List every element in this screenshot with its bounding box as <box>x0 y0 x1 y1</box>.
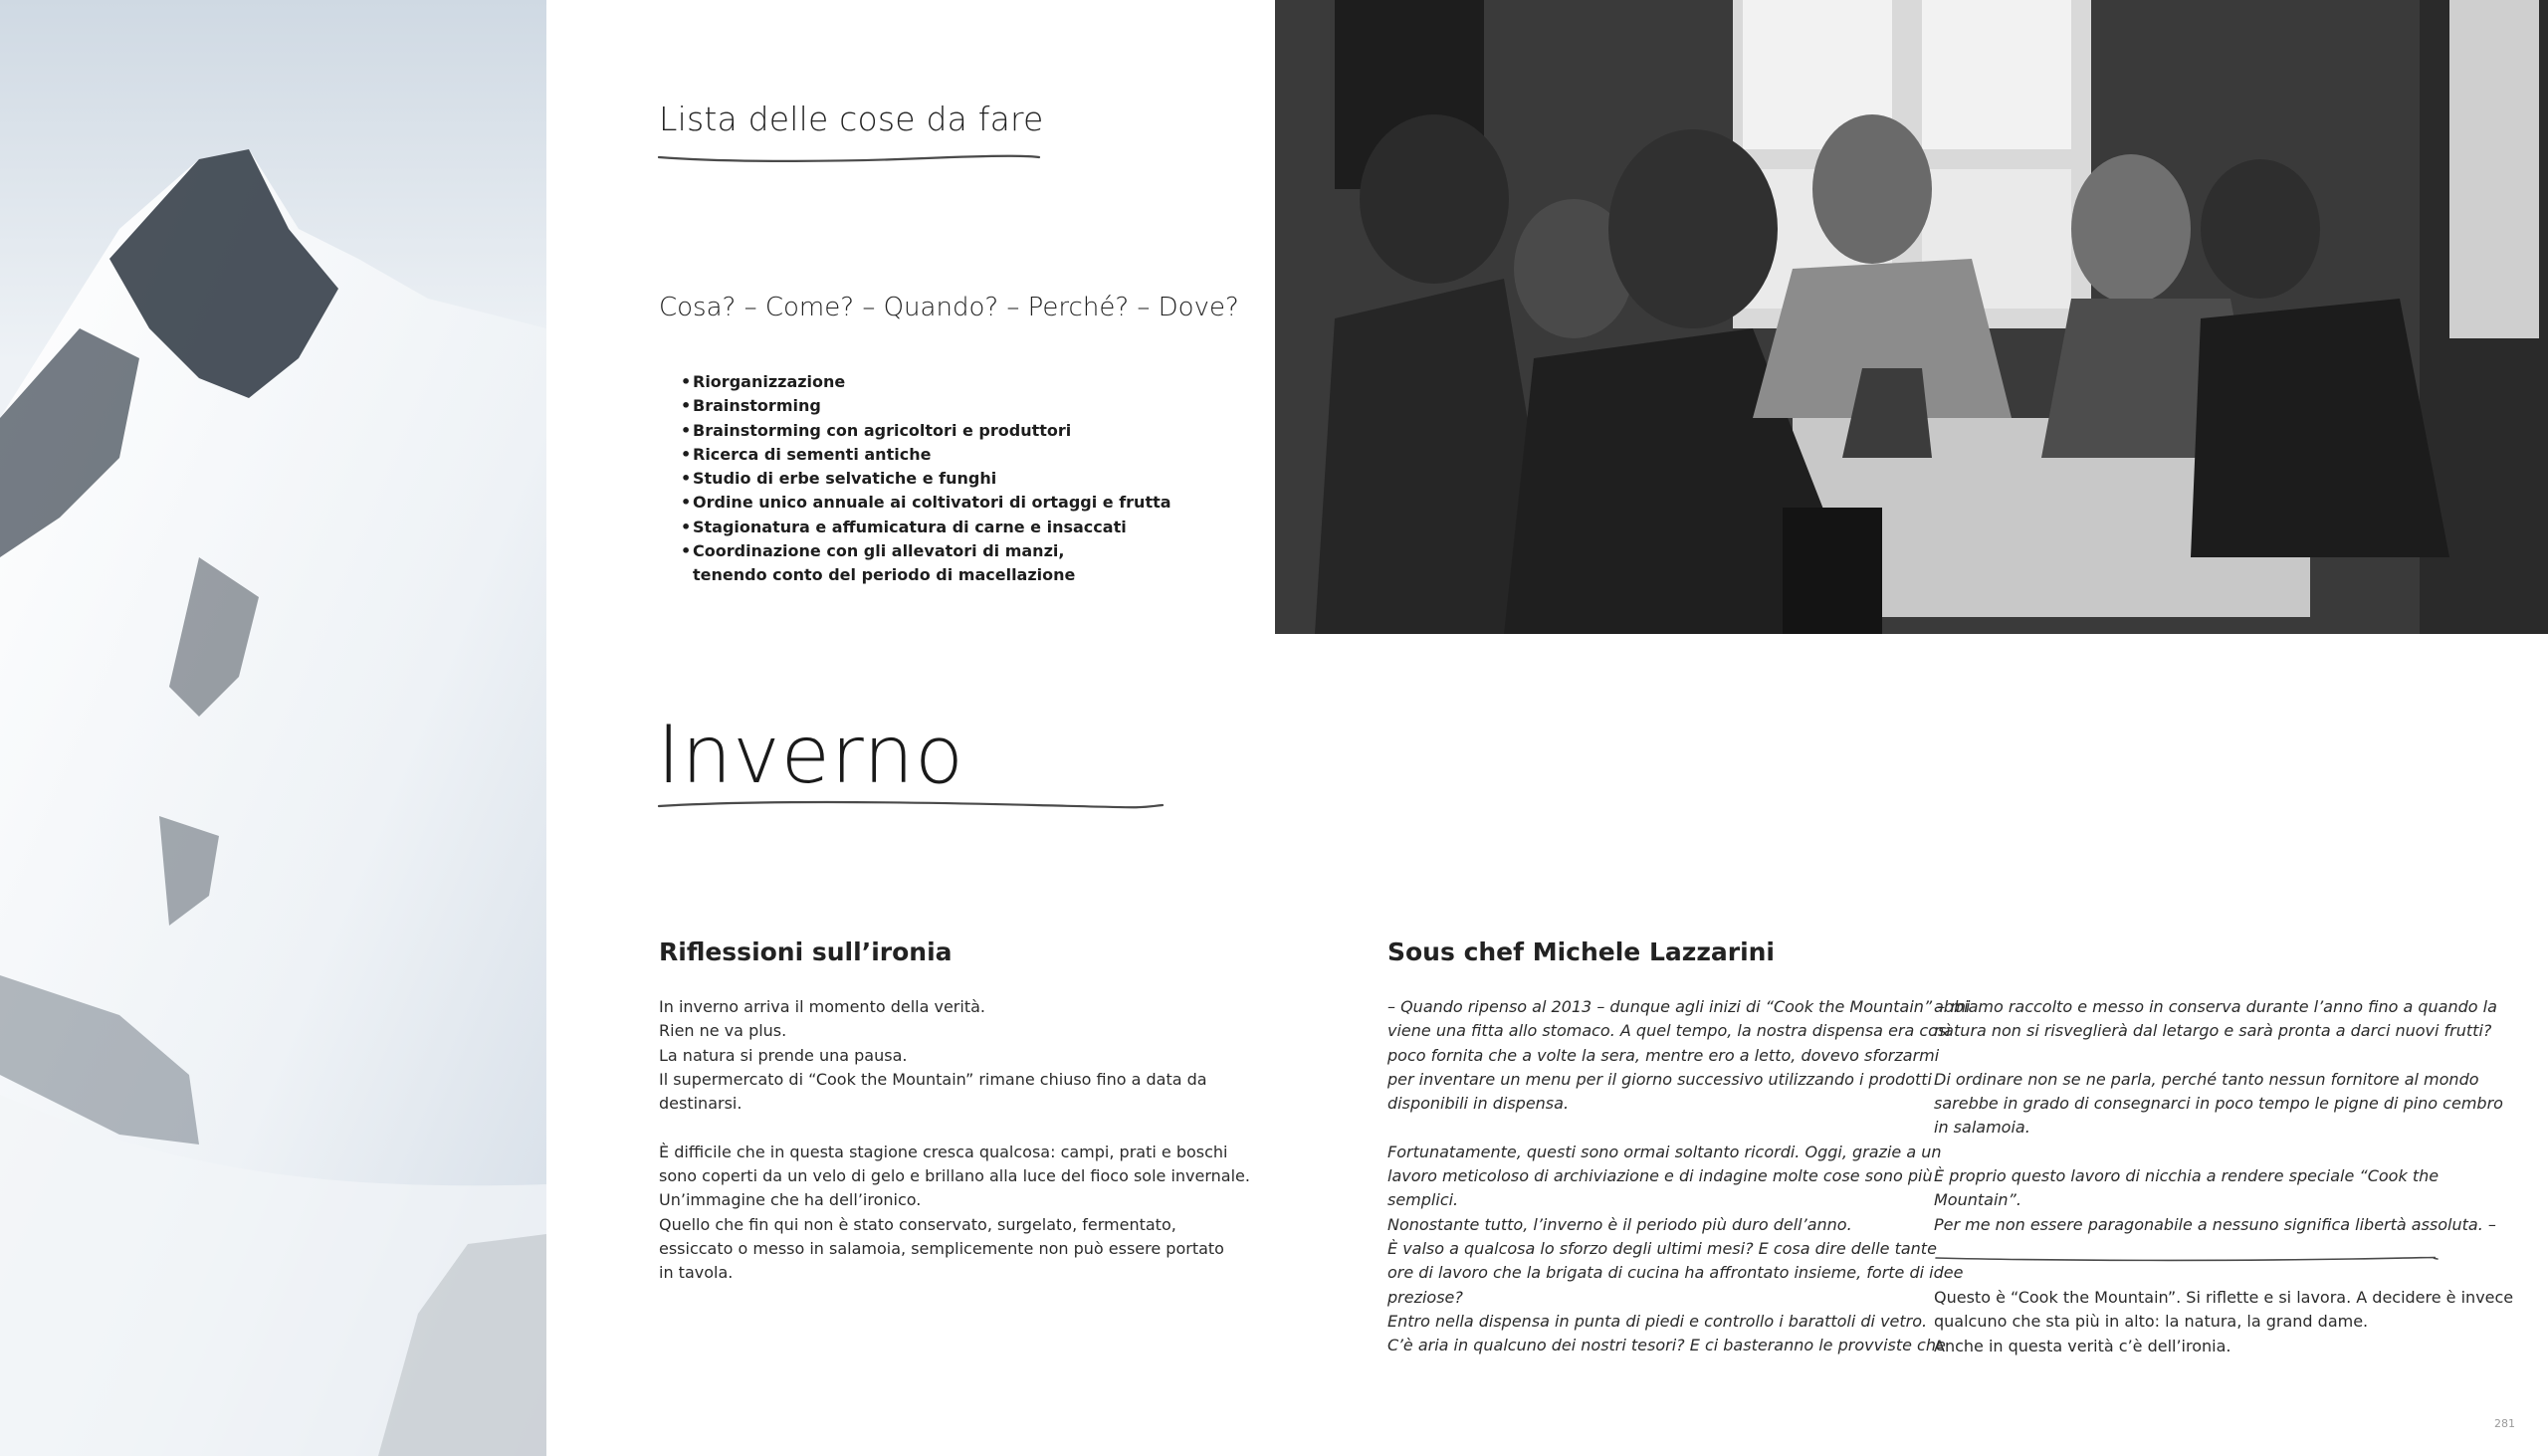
reflections-text: In inverno arriva il momento della verità. Rien ne va plus. La natura si prende una pausa. Il supermercato di “Cook the Mountain” rimane chiuso fino a data da destinarsi. È difficile che in questa stagione cresca qualcosa: campi, prati e boschi sono coperti da un velo di gelo e brillano alla luce del fioco sole invernale. Un’immagine che ha dell’ironico. Quello che fin qui non è stato conservato, surgelato, fermentato, essiccato o messo in salamoia, semplicemente non può essere portato in tavola. <box>659 997 1250 1283</box>
list-item: • Studio di erbe selvatiche e funghi <box>681 469 997 489</box>
team-meeting-photo <box>1275 0 2548 634</box>
closing-text: Questo è “Cook the Mountain”. Si riflette e si lavora. A decidere è invece qualcuno che sta più in alto: la natura, la grand dame. Anche in questa verità c’è dell’ironia. <box>1934 1288 2514 1355</box>
season-underline-swash <box>657 796 1165 814</box>
list-item: • Coordinazione con gli allevatori di manzi, <box>681 541 1065 561</box>
list-item: • Stagionatura e affumicatura di carne e insaccati <box>681 517 1127 536</box>
reflections-heading: Riflessioni sull’ironia <box>659 937 953 966</box>
todo-list <box>681 370 1171 588</box>
list-item: • Riorganizzazione <box>681 372 846 391</box>
list-item: • Ricerca di sementi antiche <box>681 444 932 464</box>
interview-text-column-2: abbiamo raccolto e messo in conserva durante l’anno fino a quando la natura non si risveglierà dal letargo e sarà pronta a darci nuovi frutti? Di ordinare non se ne parla, perché tanto nessun fornitore al mondo sarebbe in grado di consegnarci in poco tempo le pigne di pino cembro in salamoia. È proprio questo lavoro di nicchia a rendere speciale “Cook the Mountain”. Per me non essere paragonabile a nessuno significa libertà assoluta. – <box>1934 997 2503 1234</box>
season-heading: Inverno <box>657 709 964 801</box>
list-item-continuation: tenendo conto del periodo di macellazione <box>693 565 1076 585</box>
page-number: 281 <box>2494 1417 2515 1430</box>
interview-heading: Sous chef Michele Lazzarini <box>1387 937 1776 966</box>
todo-title: Lista delle cose da fare <box>659 100 1044 138</box>
list-item: • Brainstorming con agricoltori e produttori <box>681 420 1072 440</box>
list-item: • Ordine unico annuale ai coltivatori di ortaggi e frutta <box>681 493 1171 513</box>
interview-text-column-1: – Quando ripenso al 2013 – dunque agli inizi di “Cook the Mountain” – mi viene una fitta allo stomaco. A quel tempo, la nostra dispensa era così poco fornita che a volte la sera, mentre ero a letto, dovevo sforzarmi per inventare un menu per il giorno successivo utilizzando i prodotti disponibili in dispensa. Fortunatamente, questi sono ormai soltanto ricordi. Oggi, grazie a un lavoro meticoloso di archiviazione e di indagine molte cose sono più semplici. Nonostante tutto, l’inverno è il periodo più duro dell’anno. È valso a qualcosa lo sforzo degli ultimi mesi? E cosa dire delle tante ore di lavoro che la brigata di cucina ha affrontato insieme, forte di idee preziose? Entro nella dispensa in punta di piedi e controllo i barattoli di vetro. C’è aria in qualcuno dei nostri tesori? E ci basteranno le provviste che <box>1387 997 1971 1355</box>
mountain-photo <box>0 0 546 1456</box>
title-underline-swash <box>657 149 1041 165</box>
list-item: • Brainstorming <box>681 396 821 416</box>
questions-line: Cosa? – Come? – Quando? – Perché? – Dove? <box>659 293 1239 322</box>
divider-swash <box>1934 1252 2440 1266</box>
